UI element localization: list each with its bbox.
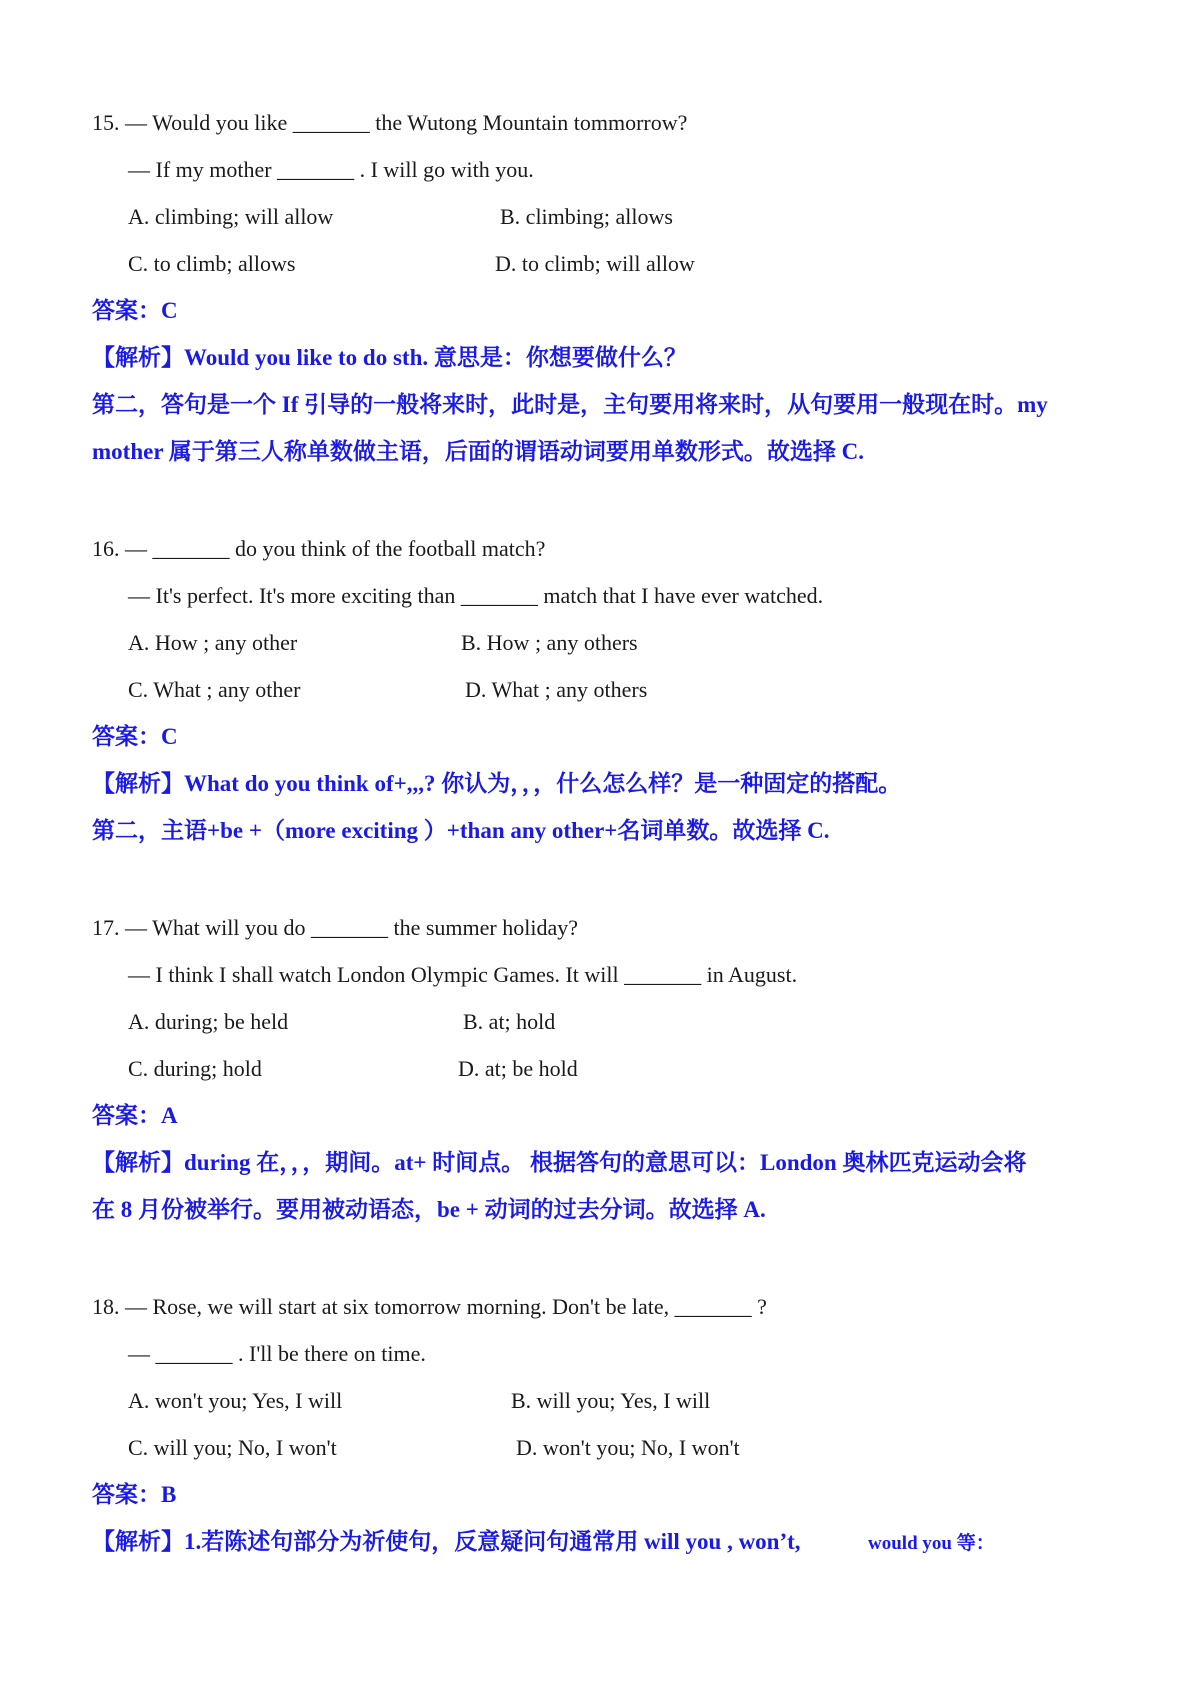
option-b: B. climbing; allows <box>500 204 673 229</box>
explanation-line: mother 属于第三人称单数做主语，后面的谓语动词要用单数形式。故选择 C. <box>92 439 864 464</box>
question-16-stem: 16. — _______ do you think of the football match? <box>92 536 546 561</box>
explanation-line: 【解析】What do you think of+,,,? 你认为，，，什么怎么样？是一种固定的搭配。 <box>92 771 902 796</box>
option-c: C. to climb; allows <box>128 251 296 276</box>
explanation-line: 【解析】1.若陈述句部分为祈使句，反意疑问句通常用 will you , won’t, <box>92 1529 801 1554</box>
question-15-reply: — If my mother _______ . I will go with you. <box>128 157 534 182</box>
option-c: C. during; hold <box>128 1056 262 1081</box>
question-17-reply: — I think I shall watch London Olympic Games. It will _______ in August. <box>128 962 798 987</box>
explanation-line: 【解析】during 在，，，期间。at+ 时间点。 根据答句的意思可以：London 奥林匹克运动会将 <box>92 1150 1027 1175</box>
option-d: D. at; be hold <box>458 1056 578 1081</box>
option-a: A. won't you; Yes, I will <box>128 1388 343 1413</box>
answer-label: 答案：A <box>92 1103 178 1128</box>
question-18-stem: 18. — Rose, we will start at six tomorrow morning. Don't be late, _______ ? <box>92 1294 767 1319</box>
option-d: D. What ; any others <box>465 677 648 702</box>
option-a: A. climbing; will allow <box>128 204 334 229</box>
explanation-line: 在 8 月份被举行。要用被动语态，be + 动词的过去分词。故选择 A. <box>92 1197 766 1222</box>
option-c: C. will you; No, I won't <box>128 1435 337 1460</box>
answer-label: 答案：C <box>92 298 178 323</box>
option-d: D. won't you; No, I won't <box>516 1435 740 1460</box>
question-15-stem: 15. — Would you like _______ the Wutong Mountain tommorrow? <box>92 110 688 135</box>
answer-label: 答案：C <box>92 724 178 749</box>
explanation-line: 第二，主语+be +（more exciting ）+than any other+名词单数。故选择 C. <box>92 818 830 843</box>
explanation-line: 【解析】Would you like to do sth. 意思是：你想要做什么？ <box>92 345 687 370</box>
option-d: D. to climb; will allow <box>495 251 695 276</box>
option-a: A. How ; any other <box>128 630 298 655</box>
explanation-line: 第二，答句是一个 If 引导的一般将来时，此时是，主句要用将来时，从句要用一般现在时。my <box>92 392 1048 417</box>
question-17-stem: 17. — What will you do _______ the summer holiday? <box>92 915 578 940</box>
answer-label: 答案：B <box>92 1482 177 1507</box>
option-c: C. What ; any other <box>128 677 301 702</box>
option-b: B. will you; Yes, I will <box>511 1388 711 1413</box>
question-16-reply: — It's perfect. It's more exciting than _______ match that I have ever watched. <box>128 583 824 608</box>
option-b: B. How ; any others <box>461 630 638 655</box>
explanation-line-small: would you 等： <box>868 1533 995 1554</box>
question-18-reply: — _______ . I'll be there on time. <box>128 1341 426 1366</box>
option-b: B. at; hold <box>463 1009 556 1034</box>
option-a: A. during; be held <box>128 1009 289 1034</box>
